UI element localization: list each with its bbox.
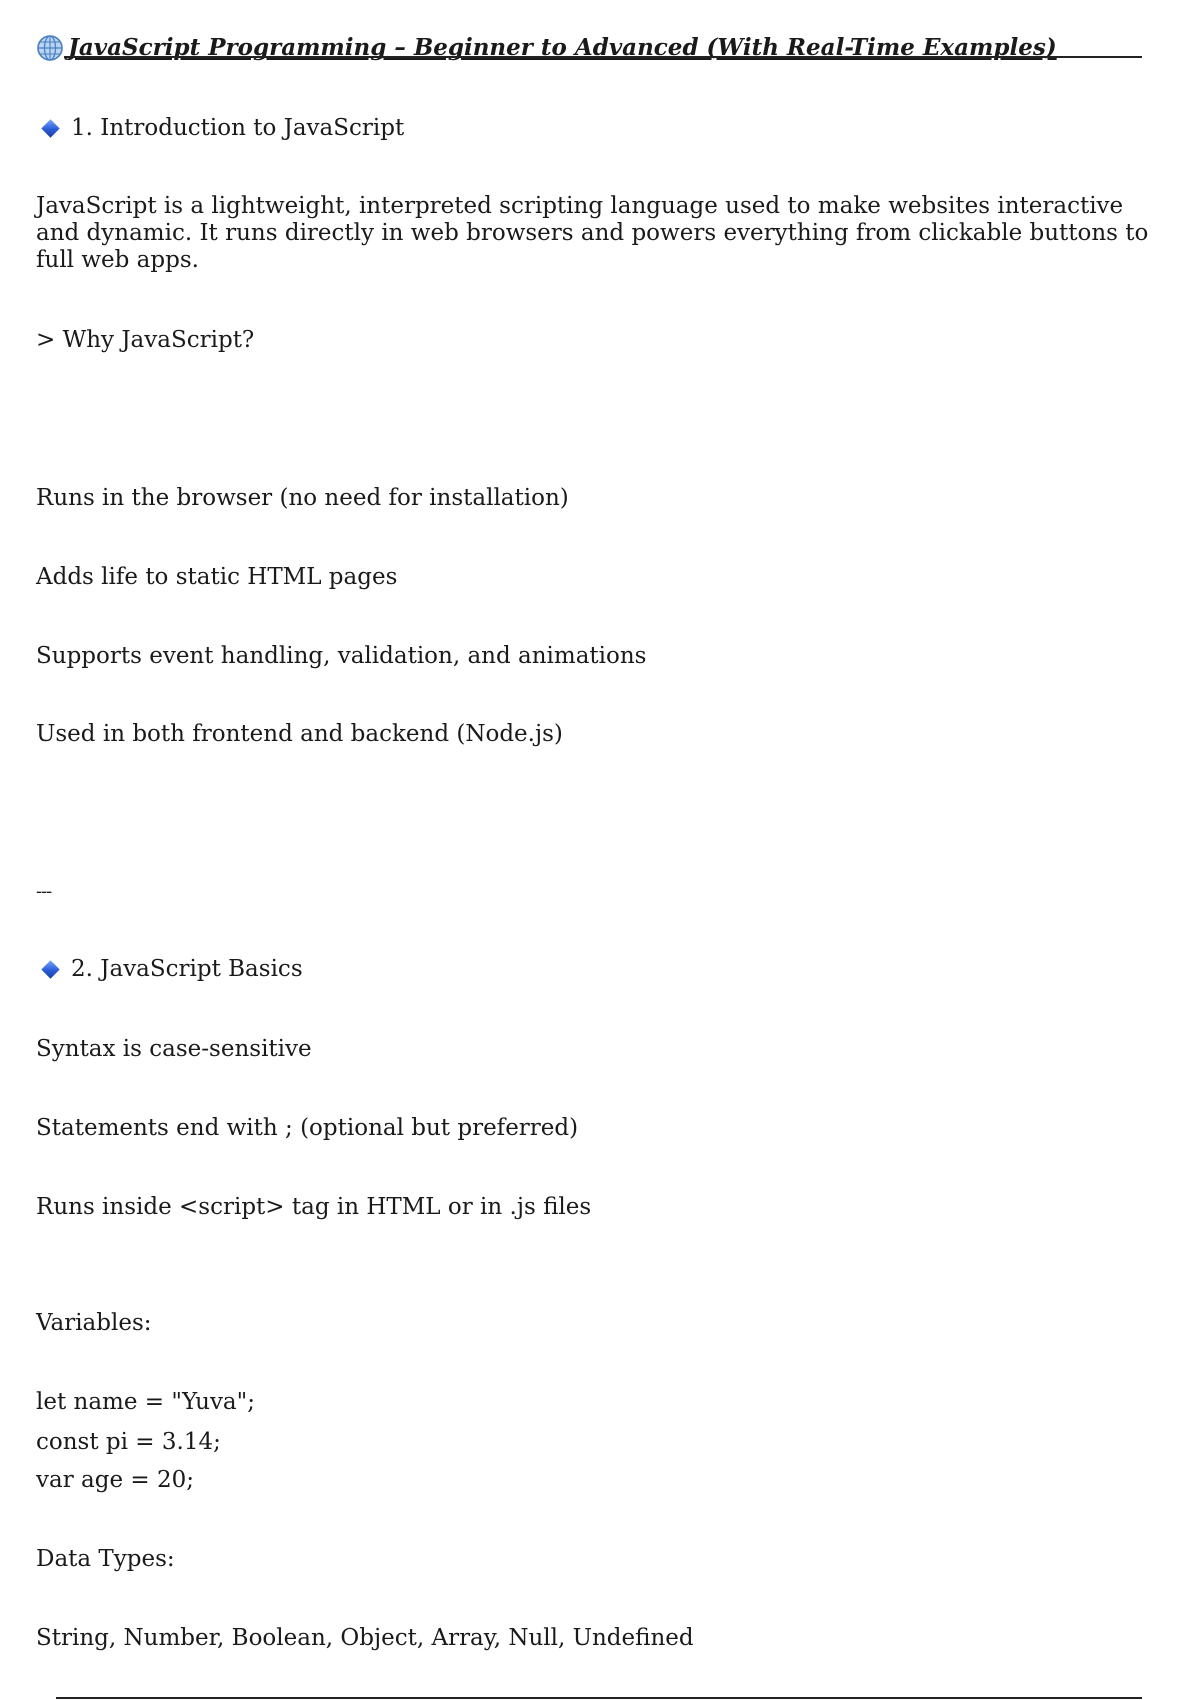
variables-label: Variables: <box>36 1310 152 1336</box>
document-title-text: JavaScript Programming – Beginner to Advanced (With Real-Time Examples) <box>68 34 1057 61</box>
code-line: const pi = 3.14; <box>36 1429 221 1455</box>
section-heading-introduction <box>40 114 404 142</box>
code-line: let name = "Yuva"; <box>36 1389 255 1415</box>
reason-item: Runs in the browser (no need for installation) <box>36 485 569 511</box>
section-heading-text: 2. JavaScript Basics <box>71 956 303 982</box>
title-rule <box>64 56 1142 58</box>
basics-item: Syntax is case-sensitive <box>36 1036 312 1062</box>
intro-paragraph: JavaScript is a lightweight, interpreted scripting language used to make websites interactive and dynamic. It runs directly in web browsers and powers everything from clickable buttons to full web apps. <box>36 193 1149 273</box>
blue-diamond-icon <box>41 119 59 137</box>
document-title <box>36 33 1057 63</box>
section-divider: --- <box>36 881 52 902</box>
bottom-rule <box>56 1697 1142 1699</box>
basics-item: Statements end with ; (optional but preferred) <box>36 1115 579 1141</box>
reason-item: Used in both frontend and backend (Node.js) <box>36 721 563 747</box>
data-types-label: Data Types: <box>36 1546 175 1572</box>
section-heading-basics <box>40 955 303 983</box>
section-heading-text: 1. Introduction to JavaScript <box>71 115 405 141</box>
reason-item: Adds life to static HTML pages <box>36 564 398 590</box>
why-javascript-label: > Why JavaScript? <box>36 327 255 353</box>
basics-item: Runs inside <script> tag in HTML or in .js files <box>36 1194 592 1220</box>
data-types-list: String, Number, Boolean, Object, Array, Null, Undefined <box>36 1625 694 1651</box>
reason-item: Supports event handling, validation, and animations <box>36 643 647 669</box>
blue-diamond-icon <box>41 960 59 978</box>
code-line: var age = 20; <box>36 1467 194 1493</box>
globe-icon <box>36 34 64 62</box>
